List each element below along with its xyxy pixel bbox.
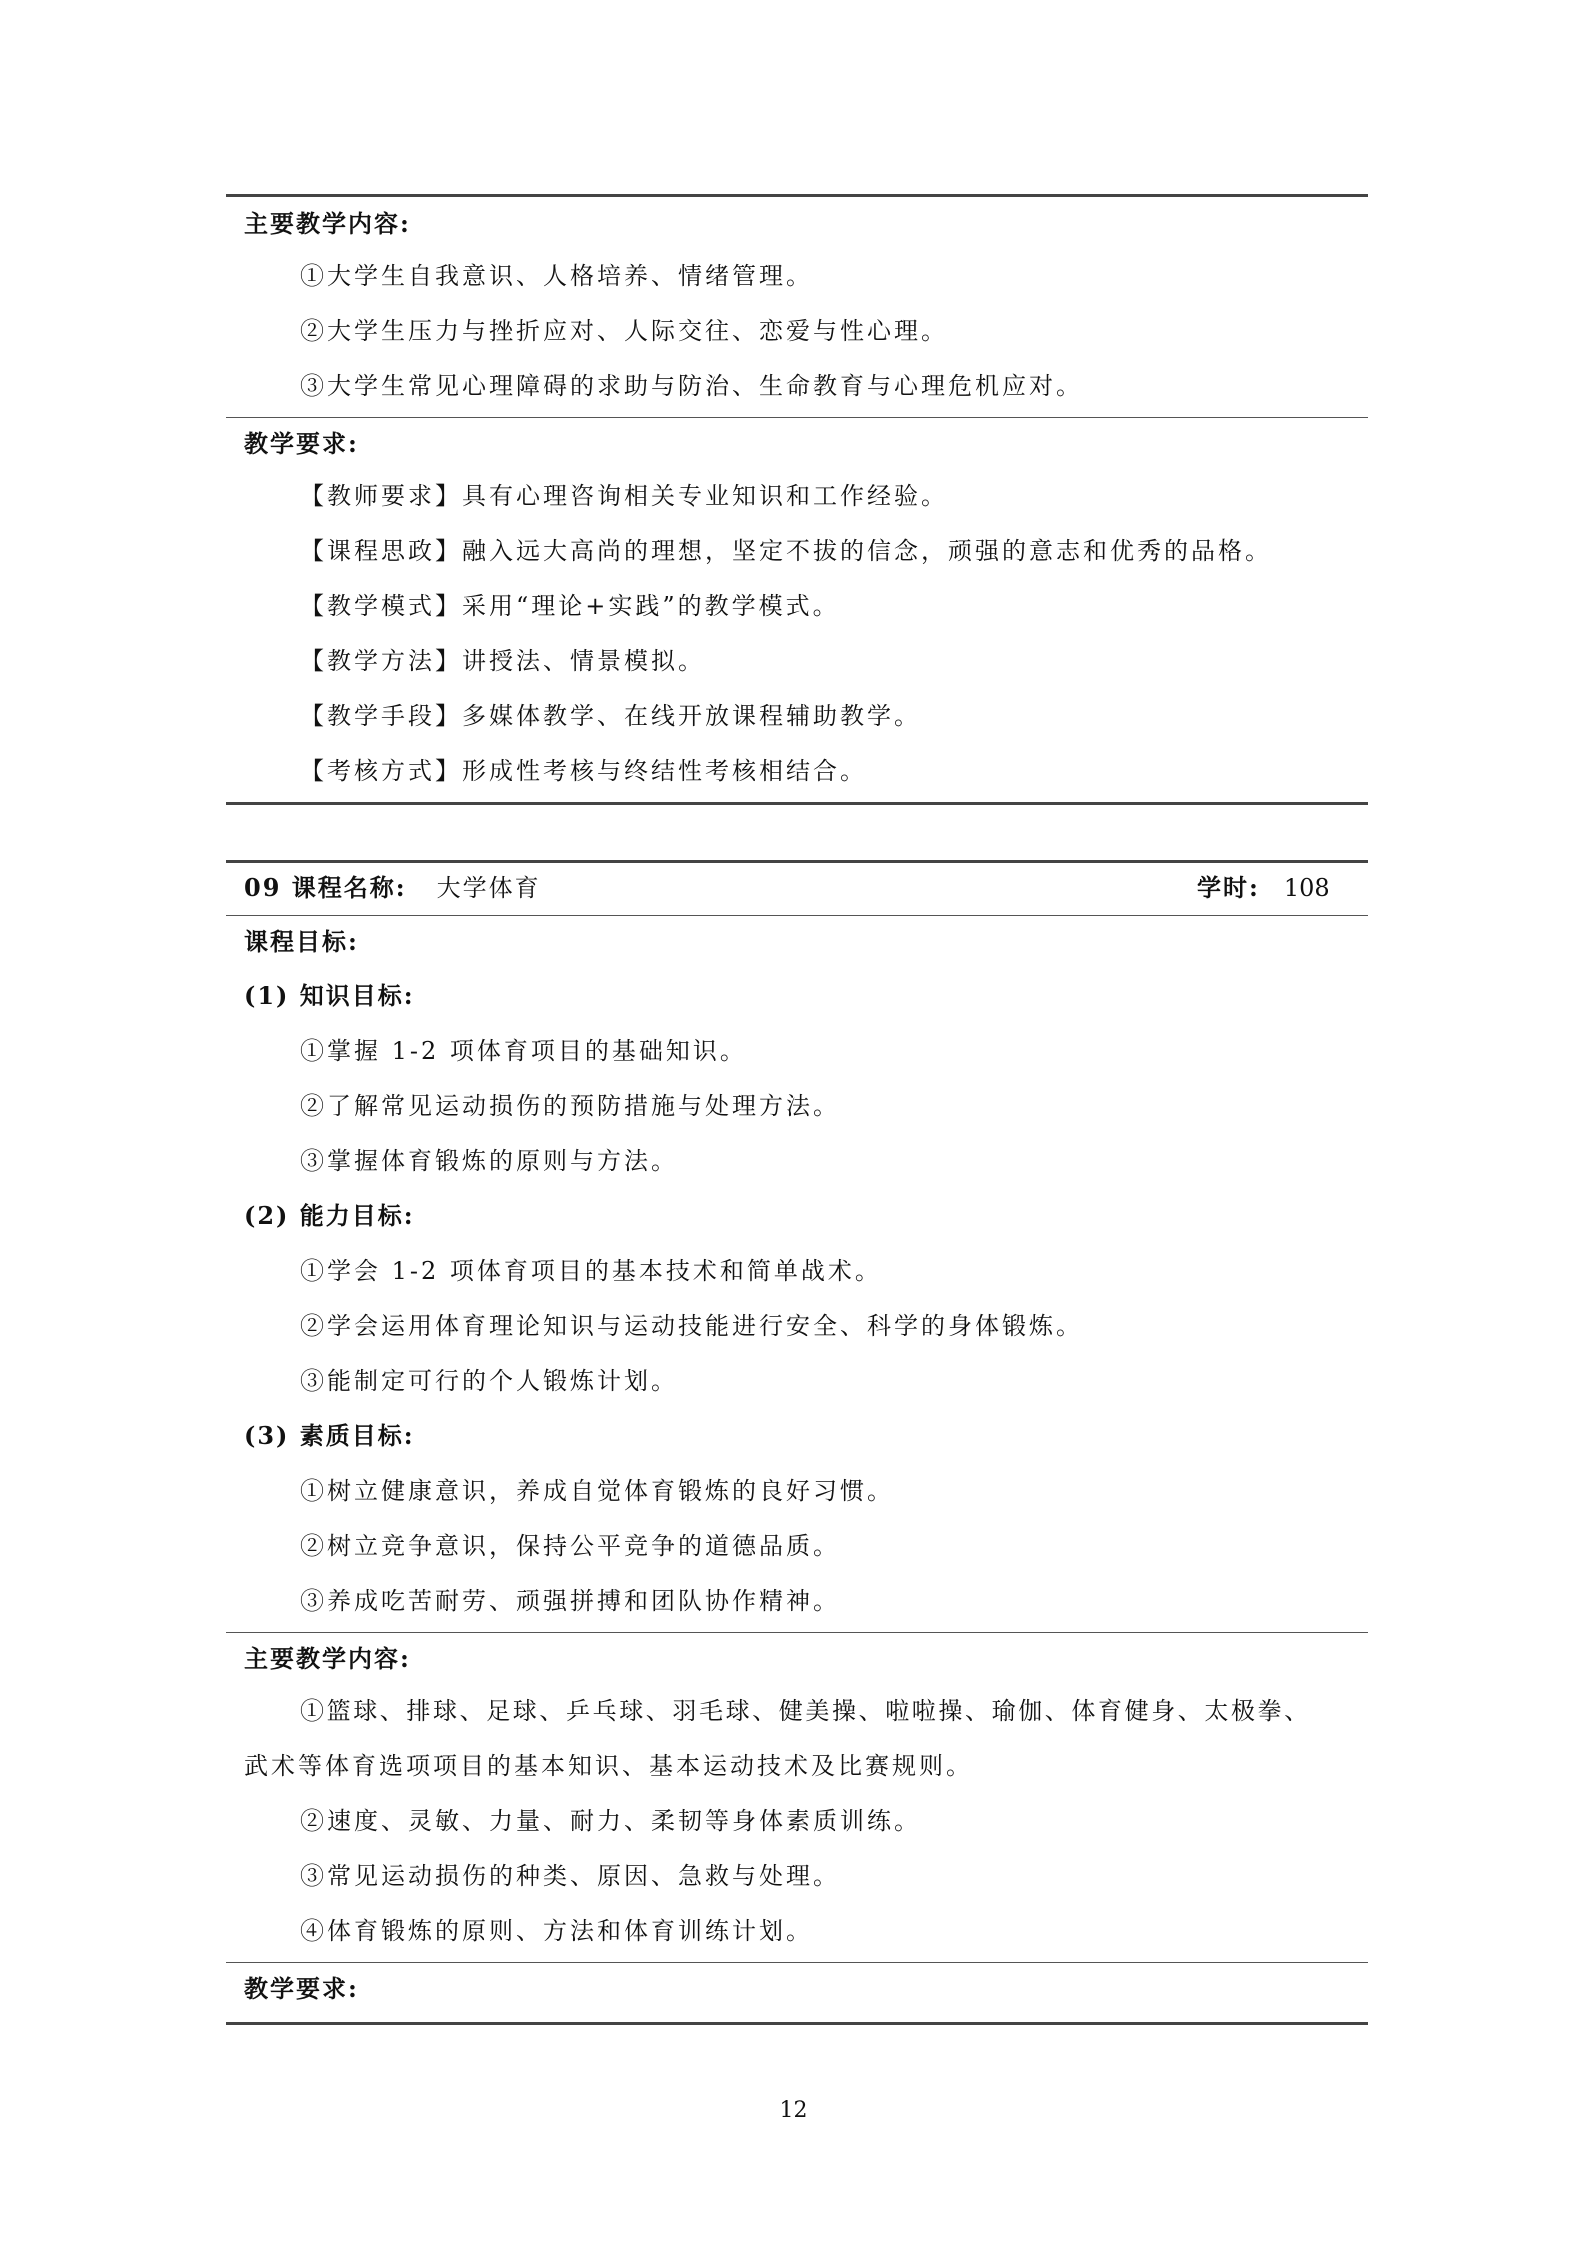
quality-item: ①树立健康意识，养成自觉体育锻炼的良好习惯。 — [300, 1477, 894, 1505]
knowledge-item: ①掌握 1-2 项体育项目的基础知识。 — [300, 1037, 747, 1065]
requirement-item: 【教学手段】多媒体教学、在线开放课程辅助教学。 — [300, 702, 921, 730]
requirements-heading: 教学要求: — [244, 429, 359, 458]
main-content-item: ②大学生压力与挫折应对、人际交往、恋爱与性心理。 — [300, 317, 948, 345]
ability-item: ①学会 1-2 项体育项目的基本技术和简单战术。 — [300, 1257, 882, 1285]
section-end-rule — [226, 802, 1368, 805]
course-top-rule — [226, 860, 1368, 863]
bottom-rule — [226, 2022, 1368, 2025]
main-content-item-continuation: 武术等体育选项项目的基本知识、基本运动技术及比赛规则。 — [244, 1752, 973, 1780]
main-content-item: ①大学生自我意识、人格培养、情绪管理。 — [300, 262, 813, 290]
divider — [226, 915, 1368, 916]
main-content-item: ③大学生常见心理障碍的求助与防治、生命教育与心理危机应对。 — [300, 372, 1083, 400]
course-hours — [1197, 868, 1330, 903]
ability-item: ②学会运用体育理论知识与运动技能进行安全、科学的身体锻炼。 — [300, 1312, 1083, 1340]
knowledge-item: ③掌握体育锻炼的原则与方法。 — [300, 1147, 678, 1175]
requirement-item: 【教学模式】采用“理论+实践”的教学模式。 — [300, 592, 840, 620]
course-hours-label: 学时: — [1197, 873, 1260, 902]
course-name-value: 大学体育 — [436, 874, 541, 902]
top-rule — [226, 194, 1368, 197]
requirements-heading: 教学要求: — [244, 1974, 359, 2003]
course-name — [244, 868, 541, 903]
knowledge-heading: (1) 知识目标: — [244, 981, 415, 1010]
quality-item: ②树立竞争意识，保持公平竞争的道德品质。 — [300, 1532, 840, 1560]
main-content-item: ①篮球、排球、足球、乒乓球、羽毛球、健美操、啦啦操、瑜伽、体育健身、太极拳、 — [300, 1697, 1311, 1725]
requirement-item: 【课程思政】融入远大高尚的理想，坚定不拔的信念，顽强的意志和优秀的品格。 — [300, 537, 1272, 565]
divider — [226, 417, 1368, 418]
divider — [226, 1962, 1368, 1963]
goals-heading: 课程目标: — [244, 927, 359, 956]
ability-heading: (2) 能力目标: — [244, 1201, 415, 1230]
main-content-item: ④体育锻炼的原则、方法和体育训练计划。 — [300, 1917, 813, 1945]
course-hours-value: 108 — [1283, 874, 1330, 902]
requirement-item: 【教师要求】具有心理咨询相关专业知识和工作经验。 — [300, 482, 948, 510]
main-content-heading: 主要教学内容: — [244, 1644, 411, 1673]
knowledge-item: ②了解常见运动损伤的预防措施与处理方法。 — [300, 1092, 840, 1120]
main-content-item: ③常见运动损伤的种类、原因、急救与处理。 — [300, 1862, 840, 1890]
quality-item: ③养成吃苦耐劳、顽强拼搏和团队协作精神。 — [300, 1587, 840, 1615]
requirement-item: 【考核方式】形成性考核与终结性考核相结合。 — [300, 757, 867, 785]
ability-item: ③能制定可行的个人锻炼计划。 — [300, 1367, 678, 1395]
main-content-item: ②速度、灵敏、力量、耐力、柔韧等身体素质训练。 — [300, 1807, 921, 1835]
page-number: 12 — [779, 2098, 808, 2123]
course-name-label: 09 课程名称: — [244, 873, 407, 902]
main-content-heading: 主要教学内容: — [244, 209, 411, 238]
quality-heading: (3) 素质目标: — [244, 1421, 415, 1450]
requirement-item: 【教学方法】讲授法、情景模拟。 — [300, 647, 705, 675]
divider — [226, 1632, 1368, 1633]
